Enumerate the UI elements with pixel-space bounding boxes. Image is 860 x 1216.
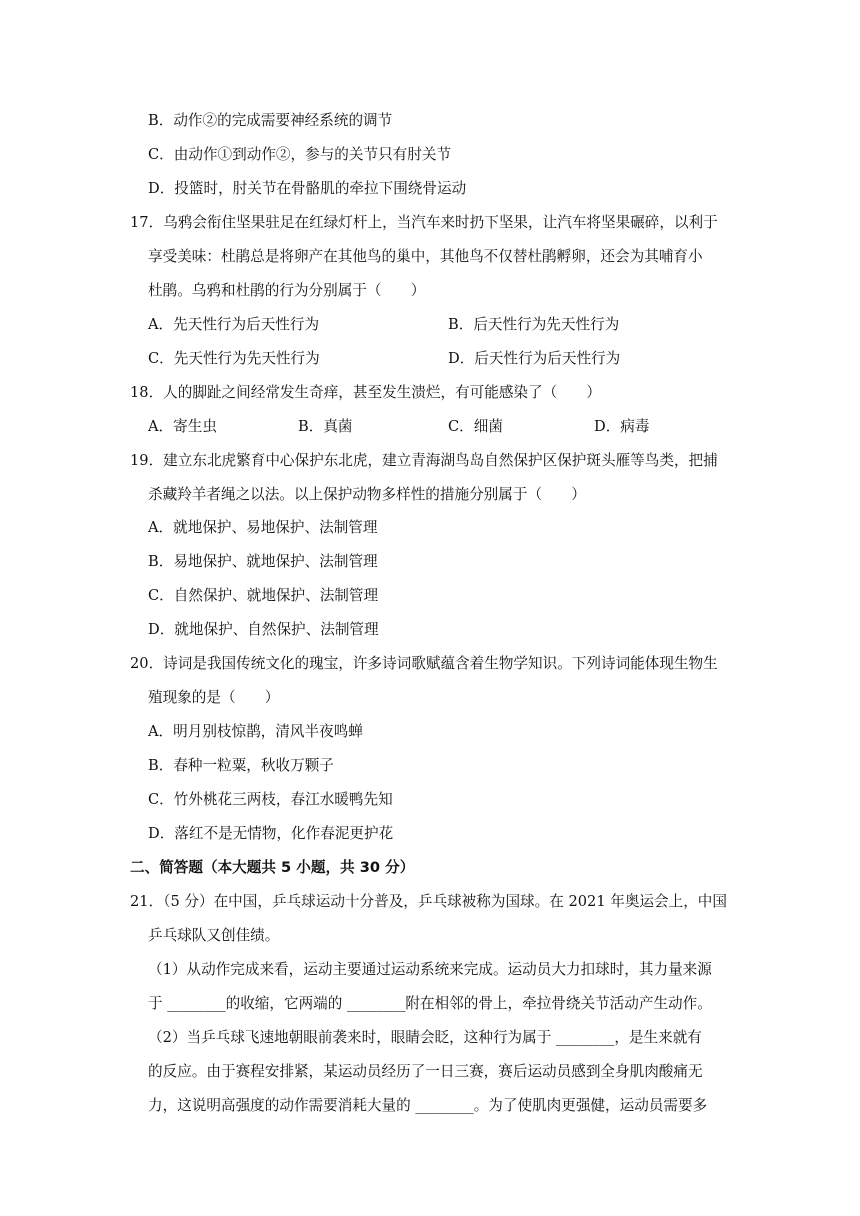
q18-option-c: C．细菌: [448, 418, 503, 435]
q16-option-c: C．由动作①到动作②，参与的关节只有肘关节: [148, 146, 452, 163]
q17-stem-line-2: 享受美味：杜鹃总是将卵产在其他鸟的巢中，其他鸟不仅替杜鹃孵卵，还会为其哺育小: [148, 248, 703, 265]
q21-part2-line-1: （2）当乒乓球飞速地朝眼前袭来时，眼睛会眨，这种行为属于 ________，是生来就有: [148, 1029, 702, 1046]
q21-part1-line-1: （1）从动作完成来看，运动主要通过运动系统来完成。运动员大力扣球时，其力量来源: [148, 961, 712, 978]
q18-option-a: A．寄生虫: [148, 418, 217, 435]
q20-option-c: C．竹外桃花三两枝，春江水暖鸭先知: [148, 791, 393, 808]
q21-part2-line-3: 力，这说明高强度的动作需要消耗大量的 ________。为了使肌肉更强健，运动员需要多: [148, 1097, 708, 1114]
q16-option-d: D．投篮时，肘关节在骨骼肌的牵拉下围绕骨运动: [148, 180, 467, 197]
q21-stem-line-1: 21．（5 分）在中国，乒乓球运动十分普及，乒乓球被称为国球。在 2021 年奥运会上，中国: [130, 893, 727, 910]
section-heading: 二、简答题（本大题共 5 小题，共 30 分）: [130, 859, 415, 876]
q19-stem-line-2: 杀藏羚羊者绳之以法。以上保护动物多样性的措施分别属于（ ）: [148, 486, 586, 503]
q17-option-a: A．先天性行为后天性行为: [148, 316, 320, 333]
q19-stem-line-1: 19．建立东北虎繁育中心保护东北虎，建立青海湖鸟岛自然保护区保护斑头雁等鸟类，把捕: [130, 452, 718, 469]
q21-stem-line-2: 乒乓球队又创佳绩。: [148, 927, 280, 944]
q18-option-b: B．真菌: [298, 418, 353, 435]
q17-stem-line-3: 杜鹃。乌鸦和杜鹃的行为分别属于（ ）: [148, 282, 426, 299]
q20-option-d: D．落红不是无情物，化作春泥更护花: [148, 825, 394, 842]
q18-option-d: D．病毒: [594, 418, 650, 435]
q21-part1-line-2: 于 ________的收缩，它两端的 ________附在相邻的骨上，牵拉骨绕关节活动产生动作。: [148, 995, 712, 1012]
q21-part2-line-2: 的反应。由于赛程安排紧，某运动员经历了一日三赛，赛后运动员感到全身肌肉酸痛无: [148, 1063, 703, 1080]
q20-stem-line-1: 20．诗词是我国传统文化的瑰宝，许多诗词歌赋蕴含着生物学知识。下列诗词能体现生物生: [130, 655, 718, 672]
q17-stem-line-1: 17．乌鸦会衔住坚果驻足在红绿灯杆上，当汽车来时扔下坚果，让汽车将坚果碾碎，以利于: [130, 214, 718, 231]
q18-stem: 18．人的脚趾之间经常发生奇痒，甚至发生溃烂，有可能感染了（ ）: [130, 384, 601, 401]
q19-option-a: A．就地保护、易地保护、法制管理: [148, 519, 378, 536]
q17-option-b: B．后天性行为先天性行为: [448, 316, 620, 333]
q20-stem-line-2: 殖现象的是（ ）: [148, 689, 280, 706]
q17-option-d: D．后天性行为后天性行为: [448, 350, 621, 367]
q16-option-b: B．动作②的完成需要神经系统的调节: [148, 112, 393, 129]
q19-option-d: D．就地保护、自然保护、法制管理: [148, 621, 379, 638]
q19-option-c: C．自然保护、就地保护、法制管理: [148, 587, 379, 604]
q20-option-a: A．明月别枝惊鹊，清风半夜鸣蝉: [148, 723, 363, 740]
q20-option-b: B．春种一粒粟，秋收万颗子: [148, 757, 334, 774]
q17-option-c: C．先天性行为先天性行为: [148, 350, 320, 367]
q19-option-b: B．易地保护、就地保护、法制管理: [148, 553, 378, 570]
